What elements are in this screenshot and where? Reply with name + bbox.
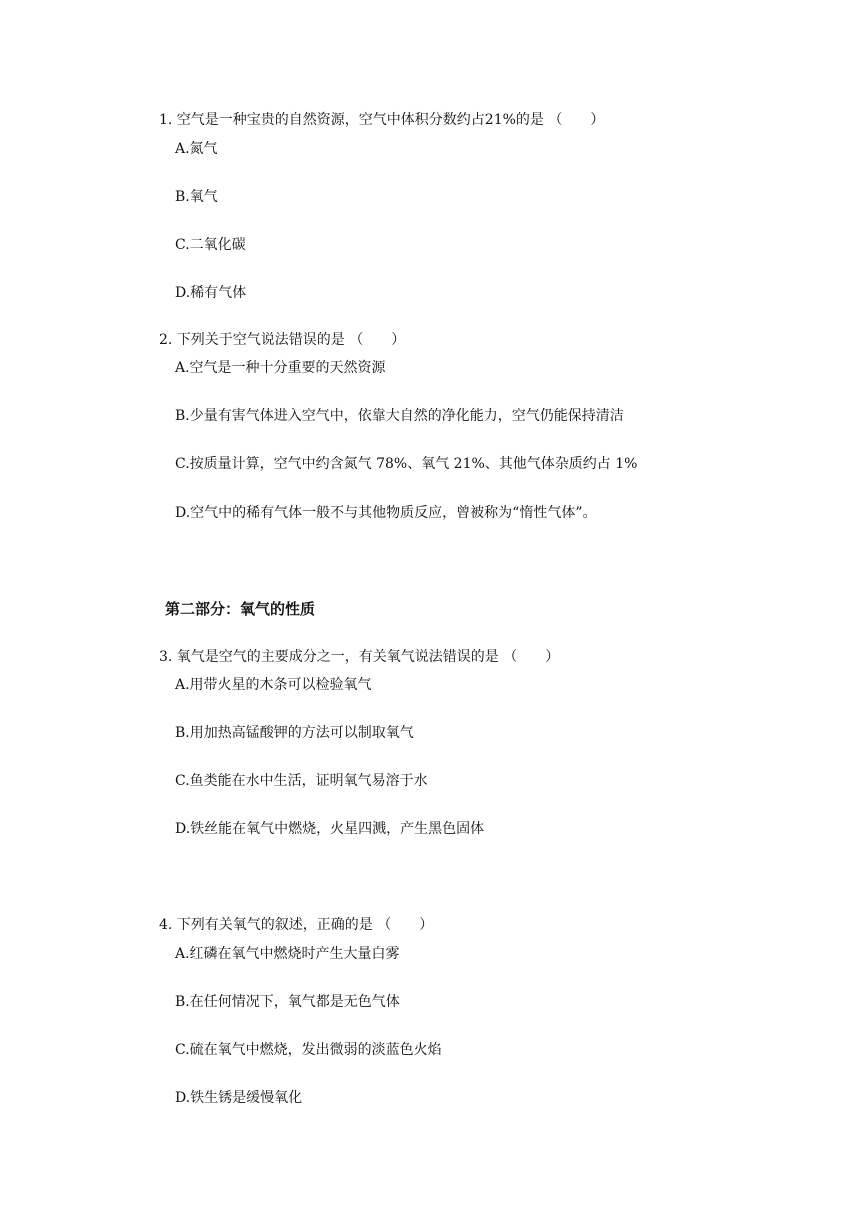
question-1-option-b: B.氧气 bbox=[175, 189, 218, 205]
question-3-stem: 3. 氧气是空气的主要成分之一，有关氧气说法错误的是 （ ） bbox=[159, 649, 560, 665]
question-4-option-a: A.红磷在氧气中燃烧时产生大量白雾 bbox=[175, 946, 400, 962]
question-2-option-d: D.空气中的稀有气体一般不与其他物质反应，曾被称为“惰性气体”。 bbox=[175, 505, 597, 521]
question-4-option-d: D.铁生锈是缓慢氧化 bbox=[175, 1090, 303, 1106]
question-4-option-c: C.硫在氧气中燃烧，发出微弱的淡蓝色火焰 bbox=[175, 1042, 442, 1058]
question-1-option-a: A.氮气 bbox=[175, 141, 218, 157]
question-2-stem: 2. 下列关于空气说法错误的是 （ ） bbox=[159, 332, 406, 348]
question-1-option-d: D.稀有气体 bbox=[175, 285, 247, 301]
question-3-option-d: D.铁丝能在氧气中燃烧，火星四溅，产生黑色固体 bbox=[175, 821, 485, 837]
question-1-stem: 1. 空气是一种宝贵的自然资源，空气中体积分数约占21%的是 （ ） bbox=[159, 112, 605, 128]
question-2-option-a: A.空气是一种十分重要的天然资源 bbox=[175, 360, 386, 376]
question-2-option-c: C.按质量计算，空气中约含氮气 78%、氧气 21%、其他气体杂质约占 1% bbox=[175, 456, 638, 472]
question-3-option-c: C.鱼类能在水中生活，证明氧气易溶于水 bbox=[175, 773, 428, 789]
question-3-option-b: B.用加热高锰酸钾的方法可以制取氧气 bbox=[175, 725, 414, 741]
question-2-option-b: B.少量有害气体进入空气中，依靠大自然的净化能力，空气仍能保持清洁 bbox=[175, 408, 624, 424]
question-4-option-b: B.在任何情况下，氧气都是无色气体 bbox=[175, 994, 400, 1010]
question-3-option-a: A.用带火星的木条可以检验氧气 bbox=[175, 677, 372, 693]
question-4-stem: 4. 下列有关氧气的叙述，正确的是 （ ） bbox=[159, 917, 434, 933]
section-2-title: 第二部分：氧气的性质 bbox=[165, 600, 316, 618]
question-1-option-c: C.二氧化碳 bbox=[175, 237, 246, 253]
